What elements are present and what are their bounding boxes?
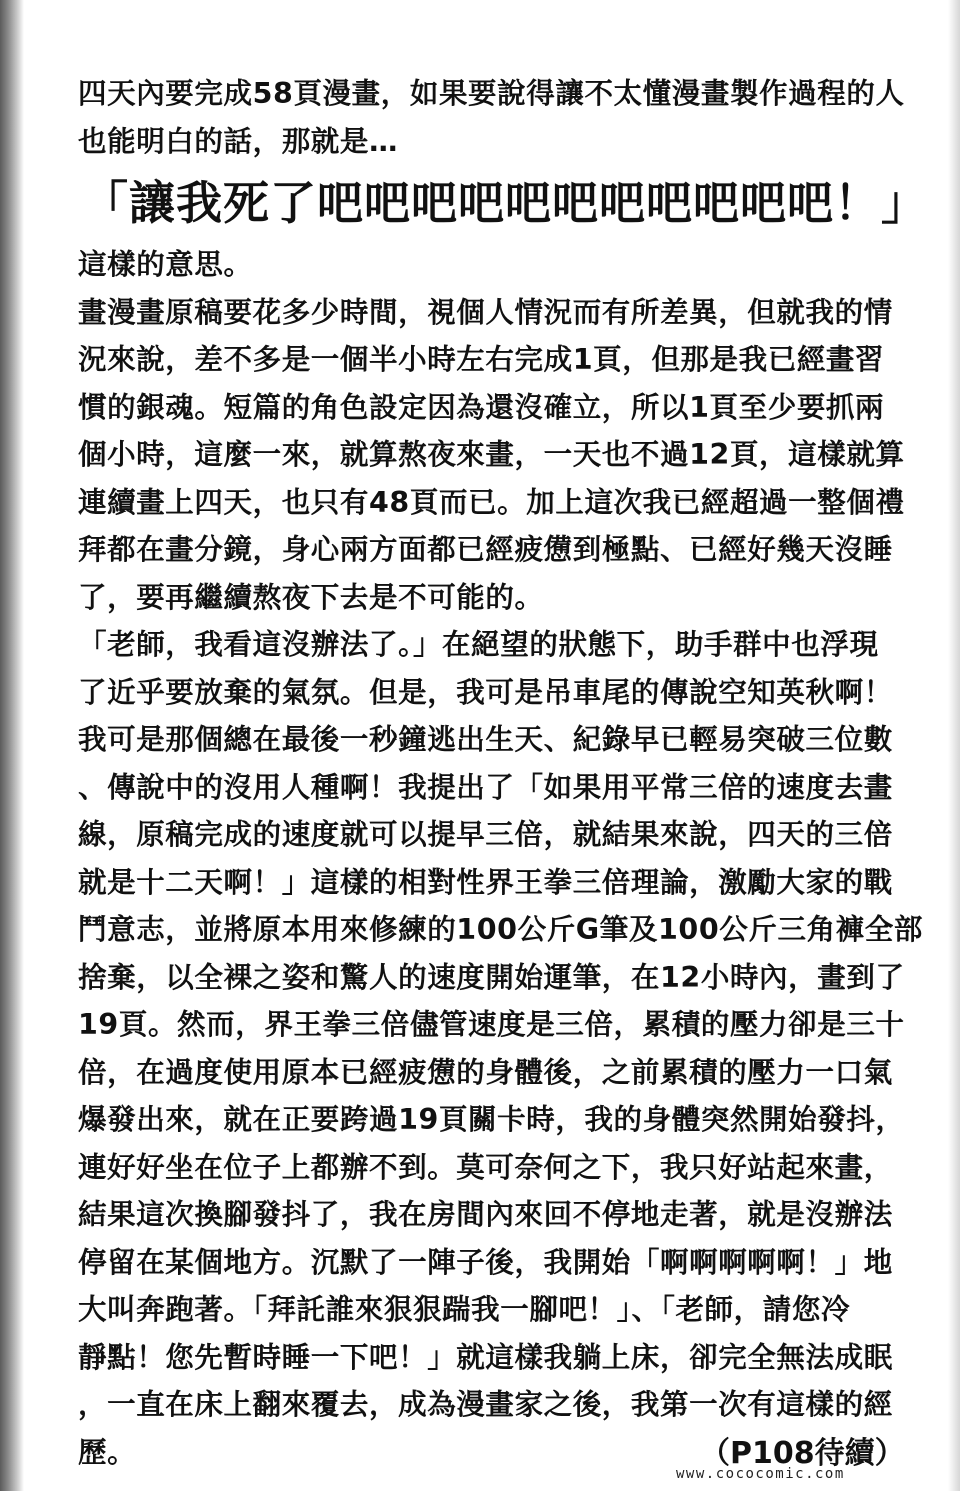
text-line: 捨棄，以全裸之姿和驚人的速度開始運筆，在12小時內，畫到了: [78, 960, 905, 994]
text-line: 爆發出來，就在正要跨過19頁關卡時，我的身體突然開始發抖，: [78, 1103, 905, 1136]
page-edge-shadow: [948, 0, 960, 1491]
text-line: 況來說，差不多是一個半小時左右完成1頁，但那是我已經畫習: [78, 343, 885, 376]
text-line: 就是十二天啊！」這樣的相對性界王拳三倍理論，激勵大家的戰: [78, 865, 893, 899]
text-line: 結果這次換腳發抖了，我在房間內來回不停地走著，就是沒辦法: [78, 1198, 893, 1231]
text-line: 歷。: [78, 1435, 137, 1469]
text-line: 、傳說中的沒用人種啊！我提出了「如果用平常三倍的速度去畫: [78, 770, 893, 804]
to-be-continued-note: （P108待續）: [700, 1436, 905, 1471]
text-line: 「老師，我看這沒辦法了。」在絕望的狀態下，助手群中也浮現: [78, 628, 879, 661]
text-line: 了近乎要放棄的氣氛。但是，我可是吊車尾的傳說空知英秋啊！: [78, 675, 893, 709]
text-line: 拜都在畫分鏡，身心兩方面都已經疲憊到極點、已經好幾天沒睡: [78, 533, 893, 566]
site-watermark: www.cococomic.com: [676, 1466, 845, 1482]
book-spine-shadow: [0, 0, 24, 1491]
text-line: 四天內要完成58頁漫畫，如果要說得讓不太懂漫畫製作過程的人: [78, 77, 905, 110]
text-line: 停留在某個地方。沉默了一陣子後，我開始「啊啊啊啊啊！」地: [78, 1245, 893, 1279]
text-line: 線，原稿完成的速度就可以提早三倍，就結果來說，四天的三倍: [78, 818, 893, 851]
text-line: 這樣的意思。: [78, 248, 253, 281]
text-line: ，一直在床上翻來覆去，成為漫畫家之後，我第一次有這樣的經: [78, 1388, 893, 1421]
shout-heading: 「讓我死了吧吧吧吧吧吧吧吧吧吧吧！」: [82, 176, 928, 230]
article-body: [78, 70, 928, 1476]
text-line: 個小時，這麼一來，就算熬夜來畫，一天也不過12頁，這樣就算: [78, 438, 905, 471]
text-line: 倍，在過度使用原本已經疲憊的身體後，之前累積的壓力一口氣: [78, 1055, 893, 1089]
text-line: 靜點！您先暫時睡一下吧！」就這樣我躺上床，卻完全無法成眠: [78, 1340, 893, 1374]
text-line: 連續畫上四天，也只有48頁而已。加上這次我已經超過一整個禮: [78, 485, 905, 519]
text-line: 鬥意志，並將原本用來修練的100公斤G筆及100公斤三角褲全部: [78, 913, 923, 946]
text-line: 畫漫畫原稿要花多少時間，視個人情況而有所差異，但就我的情: [78, 295, 893, 329]
text-line: 大叫奔跑著。「拜託誰來狠狠踹我一腳吧！」、「老師，請您冷: [78, 1293, 851, 1326]
text-line: 也能明白的話，那就是…: [78, 124, 399, 158]
text-line: 了，要再繼續熬夜下去是不可能的。: [78, 580, 544, 614]
text-line: 我可是那個總在最後一秒鐘逃出生天、紀錄早已輕易突破三位數: [78, 723, 893, 756]
text-line: 連好好坐在位子上都辦不到。莫可奈何之下，我只好站起來畫，: [78, 1150, 893, 1184]
text-line: 慣的銀魂。短篇的角色設定因為還沒確立，所以1頁至少要抓兩: [78, 390, 885, 424]
text-line: 19頁。然而，界王拳三倍儘管速度是三倍，累積的壓力卻是三十: [78, 1008, 905, 1041]
